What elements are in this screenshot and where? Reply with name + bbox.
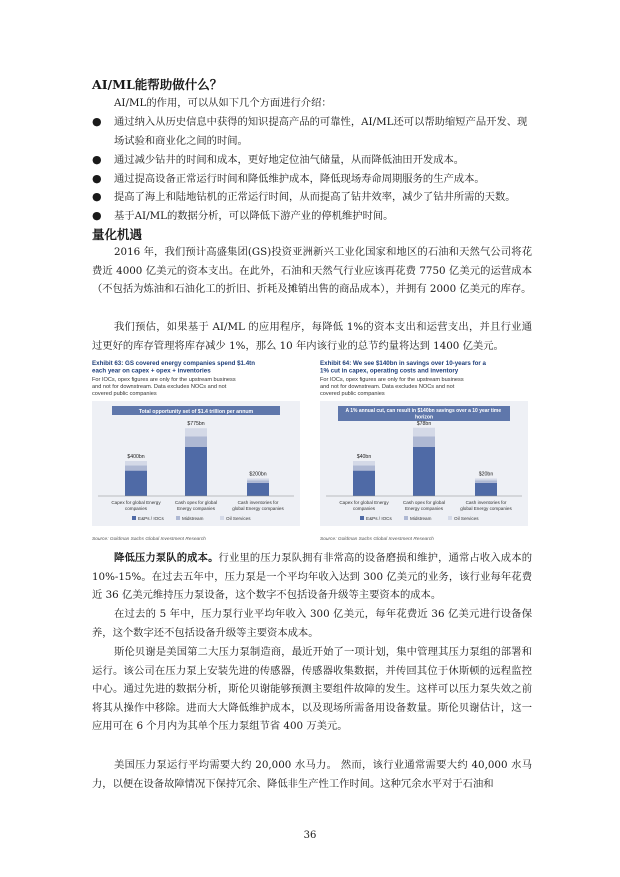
exhibit-63-bar-3-3 [247, 479, 269, 481]
bullet-icon: ● [92, 115, 102, 128]
exhibit-64-category-label-3: Cash inventories for global Energy companies [460, 500, 512, 511]
exhibit-63-category-label-3: Cash inventories for global Energy companies [232, 500, 284, 511]
intro-paragraph: AI/ML的作用，可以从如下几个方面进行介绍： [114, 97, 332, 109]
bullet-item: ● 通过减少钻井的时间和成本，更好地定位油气储量，从而降低油田开发成本。 [92, 151, 532, 170]
exhibit-63-banner-text: Total opportunity set of $1.4 trillion per annum [138, 409, 254, 415]
exhibit-64-banner-text: A 1% annual cut, can result in $140bn savings over a 10 year time horizon [345, 408, 502, 421]
exhibit-63-total-label-2: $775bn [187, 421, 205, 428]
exhibit-63-total-label-3: $200bn [249, 471, 267, 478]
paragraph-horsepower: 美国压力泵运行平均需要大约 20,000 水马力。 然而，该行业通常需要大约 40,000 水马力，以便在设备故障情况下保持冗余、降低非生产性工作时间。这种冗余水平对于石油和 [92, 759, 532, 790]
exhibit-63-bar-3-1 [125, 461, 147, 465]
exhibit-64-legend [360, 516, 479, 521]
exhibit-64-legend-label-2: Midstream [410, 516, 432, 521]
paragraph-savings: 我们预估，如果基于 AI/ML 的应用程序，每降低 1%的资本支出和运营支出，并且行业通过更好的库存管理将库存减少 1%，那么 10 年内该行业的总节约量将达到 1400 亿美元。 [92, 321, 532, 352]
exhibit-63-legend-swatch-1 [132, 516, 136, 520]
exhibit-64-bar-2-2 [413, 437, 435, 448]
paragraph-pressure-pumping [92, 549, 532, 605]
exhibit-63-legend-label-3: Oil Services [226, 516, 251, 521]
exhibit-63-title-line2: each year on capex + opex + inventories [92, 367, 211, 375]
paragraph-capex: 2016 年，我们预计高盛集团(GS)投资亚洲新兴工业化国家和地区的石油和天然气公司将花费近 4000 亿美元的资本支出。在此外，石油和天然气行业应该再花费 7750 亿美元的运营成本（不包括为炼油和石油化工的折旧、折耗及摊销出售的商品成本），并拥有 2000 亿美元的库存。 [92, 246, 532, 296]
pressure-pumping-text: 行业里的压力泵队拥有非常高的设备磨损和维护，通常占收入成本的 10%-15%。在过去五年中，压力泵是一个平均年收入达到 300 亿美元的业务，该行业每年花费近 36 亿美元维持压力泵设备，这个数字不包括设备升级等主要资本的成本。 [92, 552, 533, 602]
exhibit-64-source: Source: Goldman Sachs Global Investment Research [320, 537, 434, 542]
exhibit-63-legend [132, 516, 251, 521]
exhibit-64-category-label-1: Capex for global Energy companies [339, 500, 389, 511]
exhibit-64-bar-1-1 [353, 471, 375, 496]
bullet-item: ● 提高了海上和陆地钻机的正常运行时间，从而提高了钻井效率，减少了钻井所需的天数。 [92, 188, 532, 207]
exhibit-64-total-label-2: $78bn [416, 420, 432, 427]
bullet-icon: ● [92, 209, 102, 222]
exhibit-64-legend-swatch-3 [448, 516, 452, 520]
exhibit-64-legend-label-3: Oil Services [454, 516, 479, 521]
exhibit-63-total-label-1: $400bn [127, 454, 145, 460]
bullet-item: ● 基于AI/ML的数据分析，可以降低下游产业的停机维护时间。 [92, 207, 532, 226]
exhibit-63-bar-2-3 [247, 480, 269, 483]
exhibit-63-category-label-2: Cash opex for global Energy companies [174, 500, 218, 511]
exhibit-64-bar-2-3 [475, 480, 497, 483]
exhibit-64-legend-label-1: E&Ps / IOCs [366, 516, 392, 521]
section-heading-ai-ml: AI/ML能帮助做什么？ [92, 77, 223, 92]
exhibit-64-bar-3-1 [353, 461, 375, 465]
exhibit-64-category-label-2: Cash opex for global Energy companies [402, 500, 446, 511]
exhibit-63 [92, 360, 300, 542]
exhibit-63-categories [111, 500, 284, 511]
exhibit-64-note: For IOCs, opex figures are only for the upstream business and not for downstream. Data excludes NOCs and not covered public companies [320, 377, 464, 397]
bullet-item: ● 通过提高设备正常运行时间和降低维护成本，降低现场寿命周期服务的生产成本。 [92, 170, 532, 189]
exhibit-63-bar-2-1 [125, 465, 147, 470]
paragraph-schlumberger: 斯伦贝谢是美国第二大压力泵制造商，最近开始了一项计划，集中管理其压力泵组的部署和运行。该公司在压力泵上安装先进的传感器，传感器收集数据，并传回其位于休斯顿的远程监控中心。通过先进的数据分析，斯伦贝谢能够预测主要组件故障的发生。这样可以压力泵失效之前将其从操作中移除。进而大大降低维护成本，以及现场所需备用设备数量。斯伦贝谢估计，这一应用可在 6 个月内为其单个压力泵组节省 400 万美元。 [92, 646, 532, 733]
bullet-icon: ● [92, 172, 102, 185]
exhibit-64-bar-3-2 [413, 428, 435, 437]
exhibit-63-category-label-1: Capex for global Energy companies [111, 500, 161, 511]
exhibit-64-legend-swatch-1 [360, 516, 364, 520]
exhibit-64-total-label-1: $40bn [356, 454, 372, 460]
exhibit-63-note: For IOCs, opex figures are only for the upstream business and not for downstream. Data excludes NOCs and not covered public companies [92, 377, 236, 397]
exhibit-63-legend-swatch-2 [176, 516, 180, 520]
exhibit-63-title [92, 360, 257, 375]
bullet-icon: ● [92, 153, 102, 166]
exhibit-64-legend-swatch-2 [404, 516, 408, 520]
exhibit-63-bar-1-3 [247, 483, 269, 496]
exhibit-63-bar-1-2 [185, 447, 207, 496]
exhibit-63-source: Source: Goldman Sachs Global Investment Research [92, 537, 206, 542]
exhibit-64-bar-1-3 [475, 483, 497, 496]
exhibit-63-bar-2-2 [185, 437, 207, 448]
exhibit-63-legend-label-2: Midstream [182, 516, 204, 521]
paragraph-five-years: 在过去的 5 年中，压力泵行业平均年收入 300 亿美元，每年花费近 36 亿美元进行设备保养，这个数字还不包括设备升级等主要资本成本。 [92, 608, 532, 639]
page-number: 36 [303, 830, 317, 841]
exhibit-63-bar-1-1 [125, 471, 147, 496]
exhibit-64-bar-2-1 [353, 465, 375, 470]
exhibits-figure [92, 356, 528, 544]
exhibit-64-bar-3-3 [475, 479, 497, 481]
bullet-item: ● 通过纳入从历史信息中获得的知识提高产品的可靠性，AI/ML还可以帮助缩短产品开发、现场试验和商业化之间的时间。 [92, 115, 528, 147]
exhibit-64-title: Exhibit 64: We see $140bn in savings over 10-years for a 1% cut in capex, operating costs and inventory [320, 360, 486, 375]
exhibit-64-total-label-3: $20bn [478, 471, 494, 478]
section-heading-opportunity: 量化机遇 [92, 227, 143, 242]
exhibit-63-bar-3-2 [185, 428, 207, 436]
exhibit-63-legend-swatch-3 [220, 516, 224, 520]
exhibit-63-title-line1: Exhibit 63: GS covered energy companies spend $1.4tn [92, 360, 255, 367]
bullet-icon: ● [92, 190, 102, 203]
exhibit-64-bar-1-2 [413, 447, 435, 496]
pressure-pumping-lead: 降低压力泵队的成本。 [114, 552, 219, 564]
exhibit-63-legend-label-1: E&Ps / IOCs [138, 516, 164, 521]
exhibit-64 [320, 360, 528, 542]
exhibit-64-categories [339, 500, 512, 511]
